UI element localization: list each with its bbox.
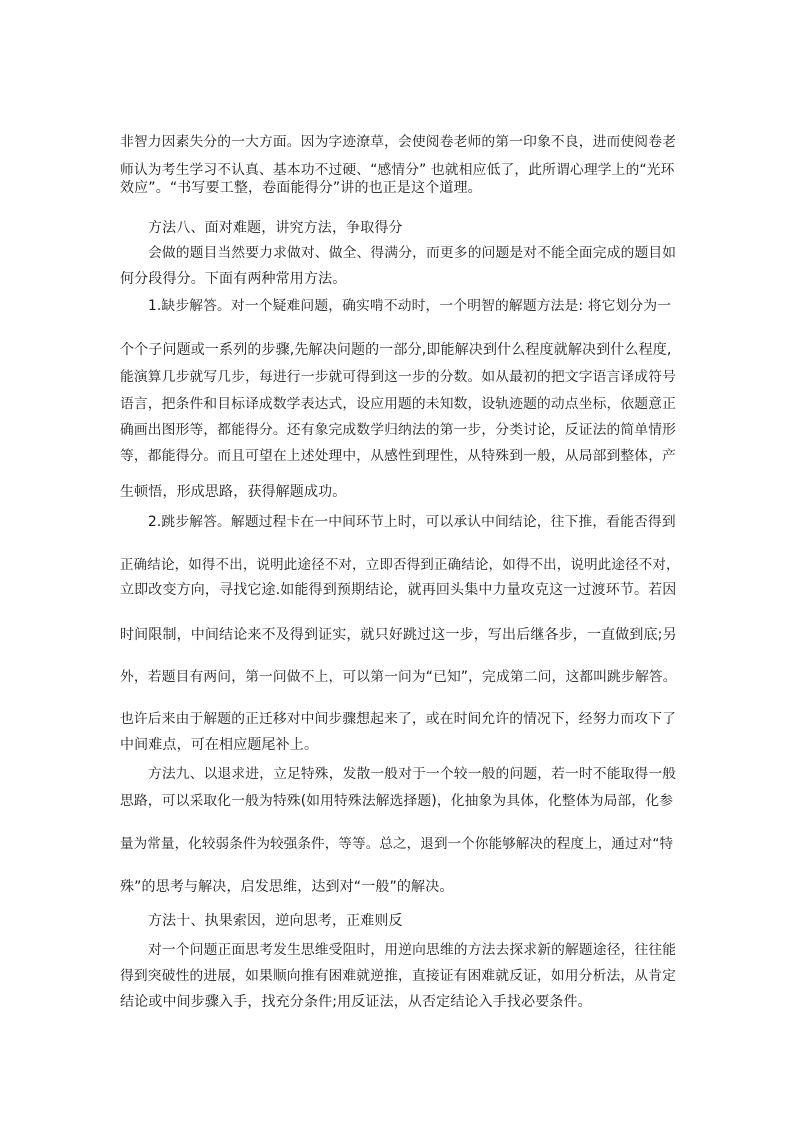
text-line: 非智力因素失分的一大方面。因为字迹潦草，会使阅卷老师的第一印象不良，进而使阅卷老	[120, 134, 677, 150]
text-line: 外，若题目有两问，第一问做不上，可以第一问为“已知”，完成第二问，这都叫跳步解答。	[120, 669, 677, 685]
text-line: 等，都能得分。而且可望在上述处理中，从感性到理性，从特殊到一般，从局部到整体，产	[120, 448, 677, 464]
text-line: 效应”。“书写要工整，卷面能得分”讲的也正是这个道理。	[120, 180, 482, 196]
text-line: 殊”的思考与解决，启发思维，达到对“一般”的解决。	[120, 879, 454, 895]
text-line: 对一个问题正面思考发生思维受阻时，用逆向思维的方法去探求新的解题途径，往往能	[148, 942, 677, 958]
text-line: 时间限制，中间结论来不及得到证实，就只好跳过这一步，写出后继各步，一直做到底;另	[120, 627, 677, 643]
text-line: 能演算几步就写几步，每进行一步就可得到这一步的分数。如从最初的把文字语言译成符号	[120, 369, 677, 385]
text-line: 确画出图形等，都能得分。还有象完成数学归纳法的第一步，分类讨论，反证法的简单情形	[120, 422, 677, 438]
text-line: 立即改变方向，寻找它途.如能得到预期结论，就再回头集中力量攻克这一过渡环节。若因	[120, 582, 677, 598]
text-line: 思路，可以采取化一般为特殊(如用特殊法解选择题)，化抽象为具体，化整体为局部，化参	[120, 793, 674, 809]
text-line: 个个子问题或一系列的步骤,先解决问题的一部分,即能解决到什么程度就解决到什么程度,	[120, 342, 672, 358]
text-line: 生顿悟，形成思路，获得解题成功。	[120, 484, 347, 500]
section-heading: 方法九、以退求进，立足特殊，发散一般对于一个较一般的问题，若一时不能取得一般	[148, 766, 677, 782]
section-heading: 方法八、面对难题，讲究方法，争取得分	[148, 220, 403, 236]
text-line: 量为常量，化较弱条件为较强条件，等等。总之，退到一个你能够解决的程度上，通过对“特	[120, 836, 674, 852]
section-heading: 方法十、执果索因，逆向思考，正难则反	[148, 913, 403, 929]
text-line: 正确结论，如得不出，说明此途径不对，立即否得到正确结论，如得不出，说明此途径不对，	[120, 557, 680, 573]
text-line: 得到突破性的进展，如果顺向推有困难就逆推，直接证有困难就反证，如用分析法，从肯定	[120, 968, 677, 984]
text-line: 中间难点，可在相应题尾补上。	[120, 737, 319, 753]
text-line: 结论或中间步骤入手，找充分条件;用反证法，从否定结论入手找必要条件。	[120, 994, 592, 1010]
text-line: 师认为考生学习不认真、基本功不过硬、“感情分” 也就相应低了，此所谓心理学上的“光环	[120, 162, 675, 178]
text-line: 也许后来由于解题的正迁移对中间步骤想起来了，或在时间允许的情况下，经努力而攻下了	[120, 711, 677, 727]
text-line: 语言，把条件和目标译成数学表达式，设应用题的未知数，设轨迹题的动点坐标，依题意正	[120, 396, 677, 412]
text-line: 1.缺步解答。对一个疑难问题，确实啃不动时，一个明智的解题方法是: 将它划分为一	[148, 298, 672, 314]
text-line: 会做的题目当然要力求做对、做全、得满分，而更多的问题是对不能全面完成的题目如	[148, 245, 677, 261]
text-line: 2.跳步解答。解题过程卡在一中间环节上时，可以承认中间结论，往下推，看能否得到	[148, 514, 676, 530]
text-line: 何分段得分。下面有两种常用方法。	[120, 271, 347, 287]
